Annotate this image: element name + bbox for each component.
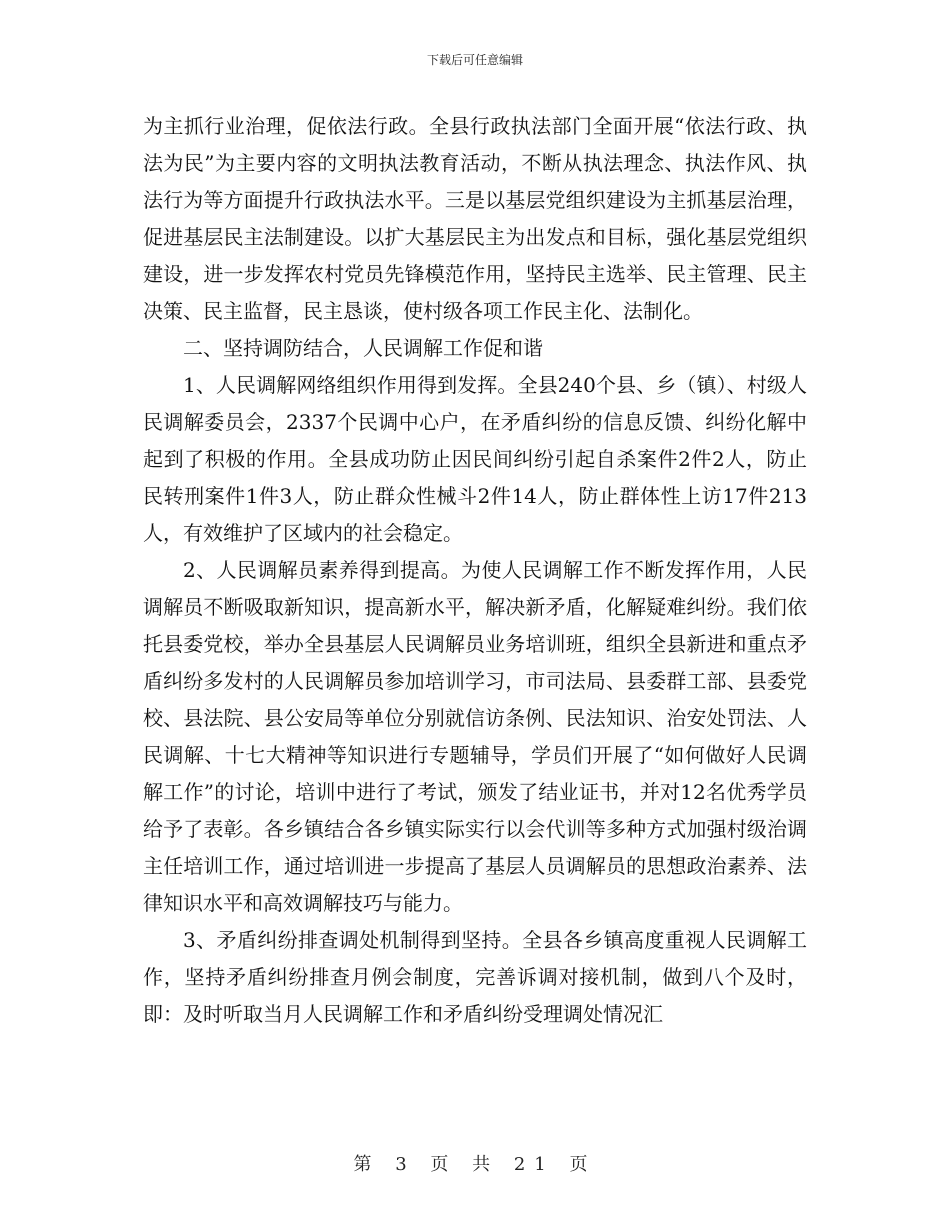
paragraph-continuation: 为主抓行业治理，促依法行政。全县行政执法部门全面开展“依法行政、执法为民”为主要内容的文明执法教育活动，不断从执法理念、执法作风、执法行为等方面提升行政执法水平。三是以基层党组织建设为主抓基层治理，促进基层民主法制建设。以扩大基层民主为出发点和目标，强化基层党组织建设，进一步发挥农村党员先锋模范作用，坚持民主选举、民主管理、民主决策、民主监督，民主恳谈，使村级各项工作民主化、法制化。 <box>143 114 807 323</box>
paragraph-mediator-training: 2、人民调解员素养得到提高。为使人民调解工作不断发挥作用，人民调解员不断吸取新知识，提高新水平，解决新矛盾，化解疑难纠纷。我们依托县委党校，举办全县基层人民调解员业务培训班，组织全县新进和重点矛盾纠纷多发村的人民调解员参加培训学习，市司法局、县委群工部、县委党校、县法院、县公安局等单位分别就信访条例、民法知识、治安处罚法、人民调解、十七大精神等知识进行专题辅导，学员们开展了“如何做好人民调解工作”的讨论，培训中进行了考试，颁发了结业证书，并对12名优秀学员给予了表彰。各乡镇结合各乡镇实际实行以会代训等多种方式加强村级治调主任培训工作，通过培训进一步提高了基层人员调解员的思想政治素养、法律知识水平和高效调解技巧与能力。 <box>143 558 807 915</box>
document-body <box>143 108 807 1033</box>
section-heading: 二、坚持调防结合，人民调解工作促和谐 <box>183 336 543 360</box>
paragraph-mediation-network: 1、人民调解网络组织作用得到发挥。全县240个县、乡（镇）、村级人民调解委员会，2337个民调中心户，在矛盾纠纷的信息反馈、纠纷化解中起到了积极的作用。全县成功防止因民间纠纷引起自杀案件2件2人，防止民转刑案件1件3人，防止群众性械斗2件14人，防止群体性上访17件213人，有效维护了区域内的社会稳定。 <box>143 373 807 545</box>
page-header-note: 下载后可任意编辑 <box>426 53 523 67</box>
paragraph-dispute-mechanism: 3、矛盾纠纷排查调处机制得到坚持。全县各乡镇高度重视人民调解工作，坚持矛盾纠纷排查月例会制度，完善诉调对接机制，做到八个及时，即：及时听取当月人民调解工作和矛盾纠纷受理调处情况汇 <box>143 928 807 1026</box>
page-number-footer: 第 3 页 共 21 页 <box>353 1154 597 1175</box>
